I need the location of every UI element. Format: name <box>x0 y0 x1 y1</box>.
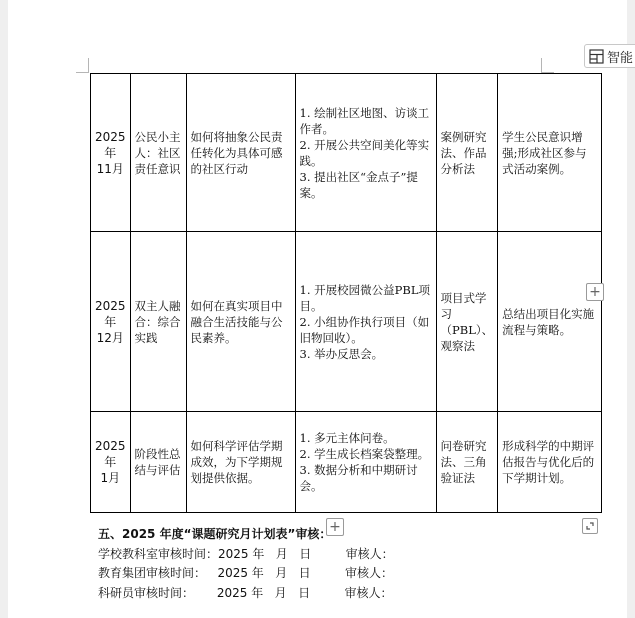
table-row <box>91 74 602 232</box>
month-cell <box>91 74 131 232</box>
tasks-cell <box>295 74 436 232</box>
month-month: 1月 <box>100 471 121 485</box>
question-cell: 如何将抽象公民责任转化为具体可感的社区行动 <box>186 74 295 232</box>
month-cell <box>91 232 131 412</box>
month-year: 2025 <box>95 439 126 453</box>
plus-icon: + <box>329 519 341 535</box>
outcome-cell: 形成科学的中期评估报告与优化后的下学期计划。 <box>498 412 602 513</box>
tasks-cell <box>295 412 436 513</box>
task-item: 2. 学生成长档案袋整理。 <box>299 447 430 461</box>
month-month: 12月 <box>96 330 124 345</box>
plus-icon: + <box>589 284 601 300</box>
method-cell: 项目式学习（PBL）、观察法 <box>436 232 498 412</box>
right-gutter <box>627 0 635 618</box>
task-item: 2. 开展公共空间美化等实践。 <box>299 137 430 168</box>
add-column-button[interactable] <box>586 283 604 301</box>
task-item: 3. 提出社区“金点子”提案。 <box>299 169 418 200</box>
table-row <box>91 232 602 412</box>
theme-cell: 公民小主人：社区责任意识 <box>130 74 186 232</box>
month-year: 2025 <box>95 298 126 313</box>
theme-cell: 阶段性总结与评估 <box>130 412 186 513</box>
task-item: 3. 数据分析和中期研讨会。 <box>299 463 418 493</box>
outcome-cell: 学生公民意识增强;形成社区参与式活动案例。 <box>498 74 602 232</box>
question-cell: 如何科学评估学期成效，为下学期规划提供依据。 <box>186 412 295 513</box>
method-cell: 案例研究法、作品分析法 <box>436 74 498 232</box>
review-line: 教育集团审核时间： 2025 年 月 日 审核人： <box>98 566 394 580</box>
month-nian: 年 <box>104 145 117 160</box>
smart-tools-button[interactable] <box>584 44 635 68</box>
monthly-plan-table <box>90 73 602 513</box>
table-row <box>91 412 602 513</box>
method-cell: 问卷研究法、三角验证法 <box>436 412 498 513</box>
table-resize-handle[interactable] <box>582 518 598 534</box>
task-item: 1. 开展校园微公益PBL项目。 <box>299 282 430 313</box>
left-gutter <box>0 0 8 618</box>
task-item: 2. 小组协作执行项目（如旧物回收）。 <box>299 314 430 345</box>
month-year: 2025 <box>95 129 126 144</box>
task-item: 1. 多元主体问卷。 <box>299 431 395 445</box>
review-heading: 五、2025 年度“课题研究月计划表”审核： <box>98 527 332 541</box>
smart-tools-label: 智能 <box>607 50 634 66</box>
month-nian: 年 <box>104 455 117 469</box>
smart-layout-icon <box>589 49 604 64</box>
month-month: 11月 <box>96 161 124 176</box>
resize-icon <box>585 521 595 531</box>
tasks-cell <box>295 232 436 412</box>
month-nian: 年 <box>104 314 117 329</box>
review-line: 学校教科室审核时间：2025 年 月 日 审核人： <box>98 546 394 561</box>
month-cell <box>91 412 131 513</box>
review-line: 科研员审核时间： 2025 年 月 日 审核人： <box>98 585 393 600</box>
question-cell: 如何在真实项目中融合生活技能与公民素养。 <box>186 232 295 412</box>
theme-cell: 双主人融合：综合实践 <box>130 232 186 412</box>
review-section <box>98 525 394 603</box>
outcome-cell: 总结出项目化实施流程与策略。 <box>498 232 602 412</box>
task-item: 1. 绘制社区地图、访谈工作者。 <box>299 105 430 136</box>
margin-corner-mark-left <box>76 58 89 73</box>
margin-corner-mark-right <box>541 58 554 73</box>
task-item: 3. 举办反思会。 <box>299 346 384 361</box>
